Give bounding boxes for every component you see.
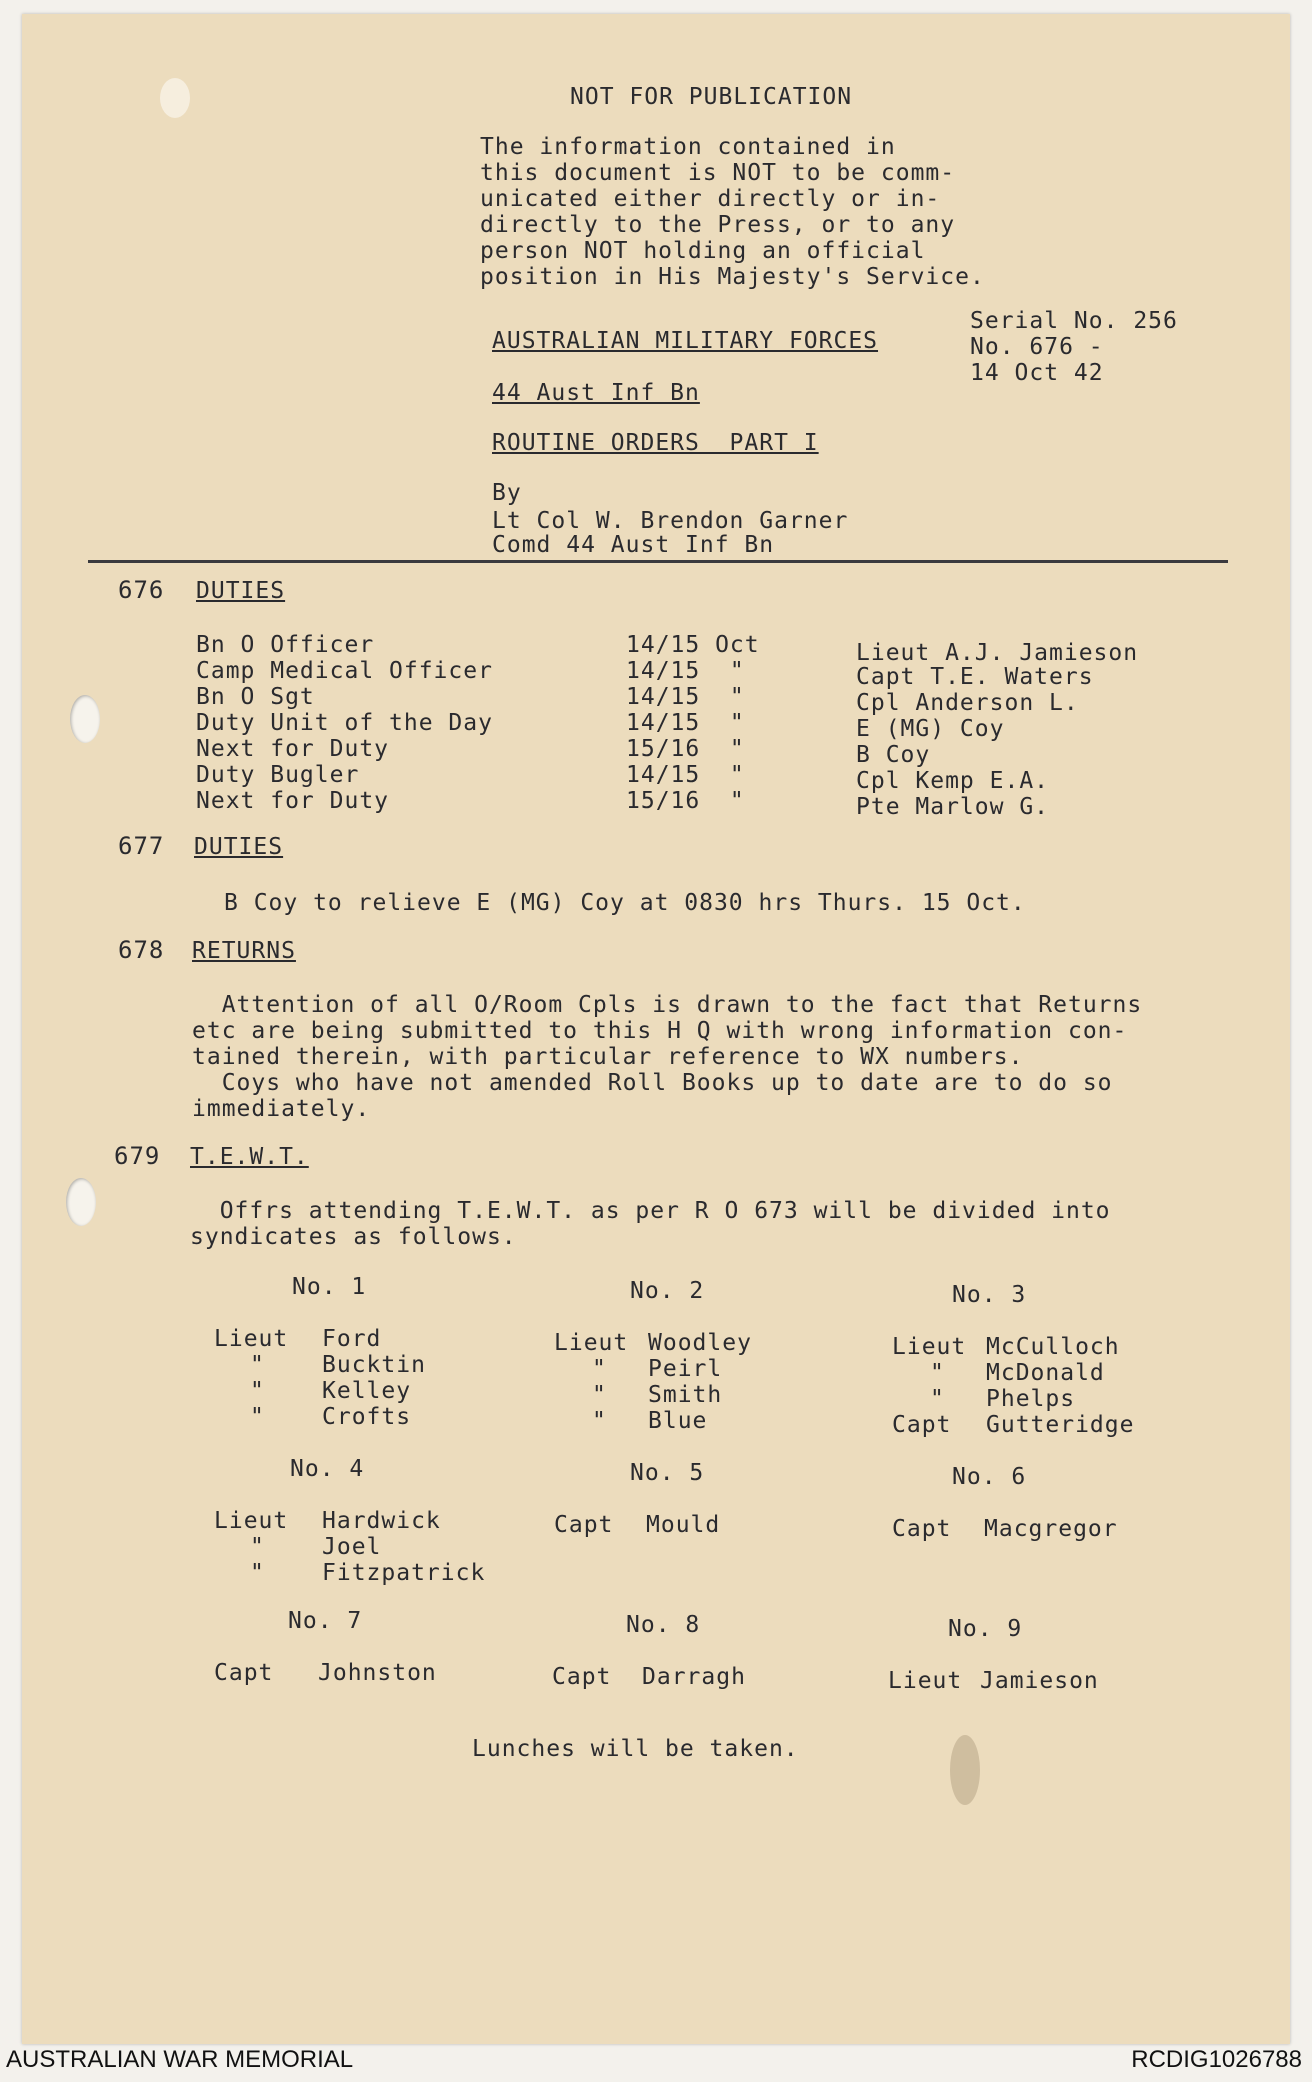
member-name: Jamieson xyxy=(980,1668,1099,1694)
orders-heading: ROUTINE ORDERS PART I xyxy=(492,430,819,456)
member-rank: Capt xyxy=(554,1512,614,1538)
member-rank: Lieut xyxy=(554,1330,629,1356)
member-name: Bucktin xyxy=(322,1352,426,1378)
member-name: Crofts xyxy=(322,1404,412,1430)
item-title: RETURNS xyxy=(192,938,296,964)
person-cell: B Coy xyxy=(856,742,931,768)
forces-heading: AUSTRALIAN MILITARY FORCES xyxy=(492,328,879,354)
notice-line: unicated either directly or in- xyxy=(480,186,941,212)
duty-cell: Duty Bugler xyxy=(196,762,360,788)
date-cell: 15/16 " xyxy=(626,788,745,814)
punch-hole xyxy=(70,695,100,743)
person-cell: Lieut A.J. Jamieson xyxy=(856,640,1139,666)
member-name: Darragh xyxy=(642,1664,746,1690)
date-cell: 14/15 " xyxy=(626,762,745,788)
footer-id: RCDIG1026788 xyxy=(1131,2046,1302,2073)
syndicate-label: No. 9 xyxy=(948,1616,1023,1642)
item-number: 676 xyxy=(118,576,165,604)
syndicate-label: No. 6 xyxy=(952,1464,1027,1490)
syndicate-label: No. 3 xyxy=(952,1282,1027,1308)
punch-hole xyxy=(66,1178,96,1226)
member-rank: " xyxy=(930,1360,945,1386)
paragraph-line: tained therein, with particular reference to WX numbers. xyxy=(192,1044,1024,1070)
paragraph-line: etc are being submitted to this H Q with wrong information con- xyxy=(192,1018,1128,1044)
item-number: 678 xyxy=(118,936,165,964)
item-title: DUTIES xyxy=(196,578,286,604)
member-rank: " xyxy=(592,1382,607,1408)
duty-cell: Duty Unit of the Day xyxy=(196,710,493,736)
command-line: Comd 44 Aust Inf Bn xyxy=(492,532,775,558)
member-rank: " xyxy=(250,1378,265,1404)
member-rank: Capt xyxy=(214,1660,274,1686)
member-name: Hardwick xyxy=(322,1508,441,1534)
order-number: No. 676 - xyxy=(970,334,1104,360)
syndicate-label: No. 5 xyxy=(630,1460,705,1486)
date-cell: 14/15 " xyxy=(626,684,745,710)
person-cell: Cpl Anderson L. xyxy=(856,690,1079,716)
item-title: T.E.W.T. xyxy=(190,1144,309,1170)
member-name: Phelps xyxy=(986,1386,1076,1412)
member-name: Woodley xyxy=(648,1330,752,1356)
member-name: Ford xyxy=(322,1326,382,1352)
member-rank: Lieut xyxy=(888,1668,963,1694)
notice-line: person NOT holding an official xyxy=(480,238,926,264)
order-date: 14 Oct 42 xyxy=(970,360,1104,386)
person-cell: E (MG) Coy xyxy=(856,716,1005,742)
member-rank: Capt xyxy=(892,1412,952,1438)
footer-source: AUSTRALIAN WAR MEMORIAL xyxy=(6,2046,354,2073)
notice-line: The information contained in xyxy=(480,134,896,160)
member-name: Mould xyxy=(646,1512,721,1538)
syndicate-label: No. 4 xyxy=(290,1456,365,1482)
notice-line: position in His Majesty's Service. xyxy=(480,264,985,290)
member-rank: " xyxy=(250,1352,265,1378)
unit-heading: 44 Aust Inf Bn xyxy=(492,380,700,406)
date-cell: 14/15 " xyxy=(626,710,745,736)
member-rank: " xyxy=(930,1386,945,1412)
paragraph-line: Offrs attending T.E.W.T. as per R O 673 will be divided into xyxy=(190,1198,1111,1224)
header-divider xyxy=(88,560,1228,563)
member-name: Joel xyxy=(322,1534,382,1560)
member-name: Johnston xyxy=(318,1660,437,1686)
date-cell: 15/16 " xyxy=(626,736,745,762)
syndicate-label: No. 8 xyxy=(626,1612,701,1638)
person-cell: Pte Marlow G. xyxy=(856,794,1050,820)
duty-cell: Next for Duty xyxy=(196,736,390,762)
commander-name: Lt Col W. Brendon Garner xyxy=(492,508,849,534)
member-name: McDonald xyxy=(986,1360,1105,1386)
member-rank: " xyxy=(592,1356,607,1382)
member-rank: Capt xyxy=(552,1664,612,1690)
date-cell: 14/15 " xyxy=(626,658,745,684)
item-title: DUTIES xyxy=(194,834,284,860)
member-rank: " xyxy=(592,1408,607,1434)
member-name: Fitzpatrick xyxy=(322,1560,486,1586)
paragraph-line: immediately. xyxy=(192,1096,371,1122)
syndicate-label: No. 7 xyxy=(288,1608,363,1634)
member-rank: Lieut xyxy=(214,1508,289,1534)
item-text: B Coy to relieve E (MG) Coy at 0830 hrs Thurs. 15 Oct. xyxy=(224,890,1026,916)
paragraph-line: syndicates as follows. xyxy=(190,1224,517,1250)
paper-tear xyxy=(160,78,190,118)
member-name: Kelley xyxy=(322,1378,412,1404)
paragraph-line: Coys who have not amended Roll Books up to date are to do so xyxy=(192,1070,1113,1096)
member-rank: Lieut xyxy=(214,1326,289,1352)
syndicate-label: No. 1 xyxy=(292,1274,367,1300)
ink-smudge xyxy=(950,1735,980,1805)
paragraph-line: Attention of all O/Room Cpls is drawn to the fact that Returns xyxy=(192,992,1143,1018)
member-rank: " xyxy=(250,1404,265,1430)
duty-cell: Bn O Officer xyxy=(196,632,375,658)
serial-number: Serial No. 256 xyxy=(970,308,1178,334)
member-rank: Capt xyxy=(892,1516,952,1542)
syndicate-label: No. 2 xyxy=(630,1278,705,1304)
notice-line: this document is NOT to be comm- xyxy=(480,160,956,186)
not-for-publication-heading: NOT FOR PUBLICATION xyxy=(570,84,853,110)
member-name: Blue xyxy=(648,1408,708,1434)
item-number: 679 xyxy=(114,1142,161,1170)
member-name: Gutteridge xyxy=(986,1412,1135,1438)
member-rank: " xyxy=(250,1534,265,1560)
member-name: McCulloch xyxy=(986,1334,1120,1360)
duty-cell: Camp Medical Officer xyxy=(196,658,493,684)
member-name: Macgregor xyxy=(984,1516,1118,1542)
duty-cell: Next for Duty xyxy=(196,788,390,814)
member-name: Peirl xyxy=(648,1356,723,1382)
by-label: By xyxy=(492,480,522,506)
notice-line: directly to the Press, or to any xyxy=(480,212,956,238)
item-number: 677 xyxy=(118,832,165,860)
member-name: Smith xyxy=(648,1382,723,1408)
person-cell: Capt T.E. Waters xyxy=(856,664,1094,690)
member-rank: " xyxy=(250,1560,265,1586)
date-cell: 14/15 Oct xyxy=(626,632,760,658)
closing-note: Lunches will be taken. xyxy=(472,1736,799,1762)
member-rank: Lieut xyxy=(892,1334,967,1360)
person-cell: Cpl Kemp E.A. xyxy=(856,768,1050,794)
duty-cell: Bn O Sgt xyxy=(196,684,315,710)
